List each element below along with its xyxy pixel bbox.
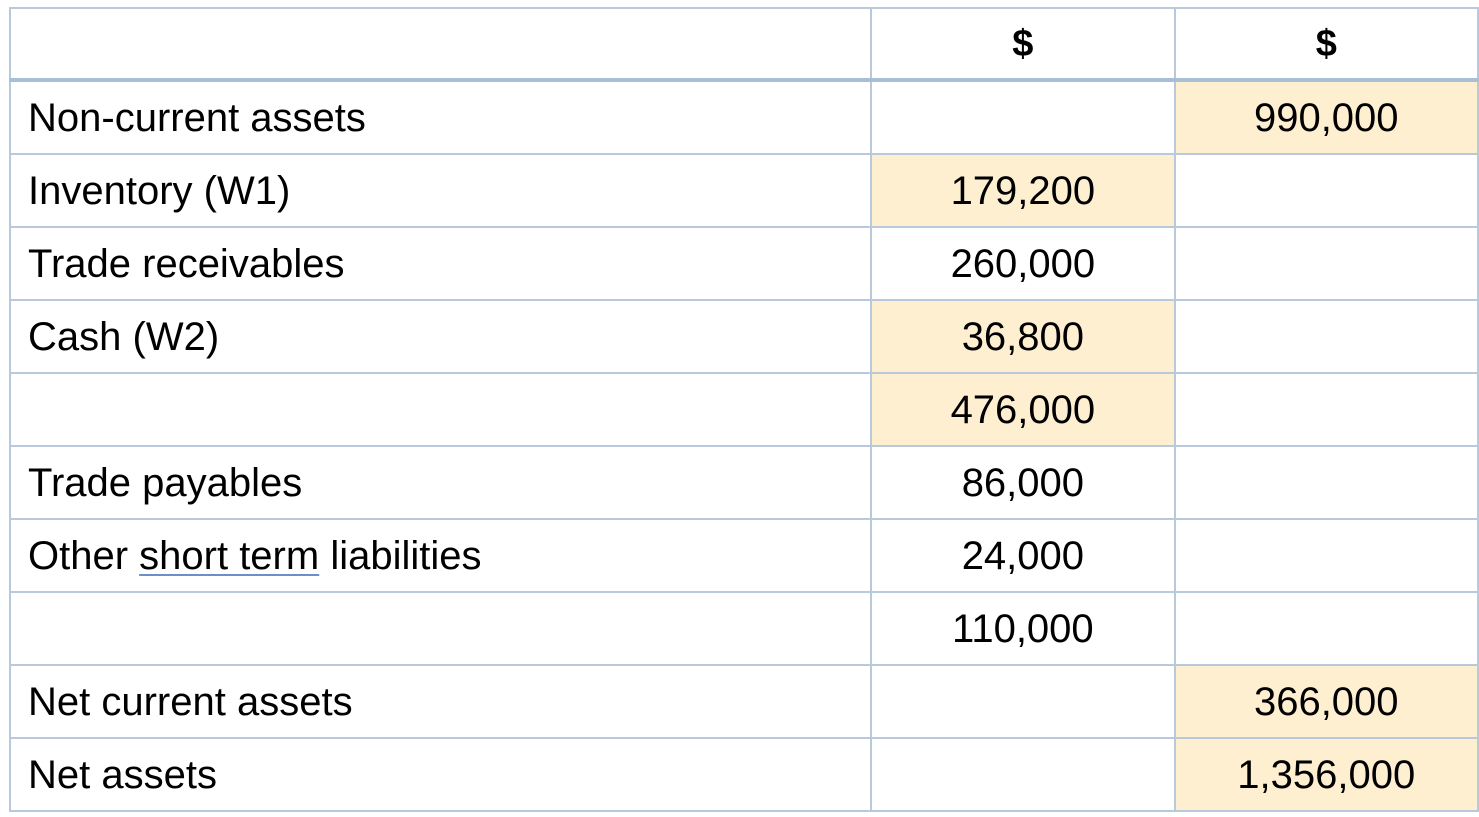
- row-label: [10, 592, 871, 665]
- header-row: [10, 8, 1478, 80]
- row-value-col1: 36,800: [871, 300, 1174, 373]
- table-row: [10, 665, 1478, 738]
- row-label: Trade receivables: [10, 227, 871, 300]
- row-value-col1: 179,200: [871, 154, 1174, 227]
- table-row: [10, 300, 1478, 373]
- row-value-col2: [1175, 592, 1478, 665]
- row-value-col1: 476,000: [871, 373, 1174, 446]
- row-value-col1: 260,000: [871, 227, 1174, 300]
- row-label: Trade payables: [10, 446, 871, 519]
- row-label: Non-current assets: [10, 80, 871, 154]
- row-value-col1: 86,000: [871, 446, 1174, 519]
- spellcheck-underlined-text: short term: [139, 533, 320, 578]
- row-label: Inventory (W1): [10, 154, 871, 227]
- total-row: [10, 738, 1478, 811]
- row-value-col2: 990,000: [1175, 80, 1478, 154]
- header-currency-col1: $: [871, 8, 1174, 80]
- row-value-col2: 1,356,000: [1175, 738, 1478, 811]
- table-row: [10, 154, 1478, 227]
- row-label: Cash (W2): [10, 300, 871, 373]
- row-value-col2: [1175, 446, 1478, 519]
- row-label: Net current assets: [10, 665, 871, 738]
- row-value-col2: [1175, 300, 1478, 373]
- row-value-col1: [871, 80, 1174, 154]
- table-row: [10, 519, 1478, 592]
- row-value-col1: 24,000: [871, 519, 1174, 592]
- table-row: [10, 80, 1478, 154]
- subtotal-row: [10, 373, 1478, 446]
- row-label-part: liabilities: [319, 533, 482, 578]
- row-label: Net assets: [10, 738, 871, 811]
- subtotal-row: [10, 592, 1478, 665]
- row-value-col2: [1175, 373, 1478, 446]
- table-row: [10, 227, 1478, 300]
- balance-sheet-table: [9, 7, 1479, 812]
- header-label-cell: [10, 8, 871, 80]
- row-value-col1: [871, 738, 1174, 811]
- row-value-col2: 366,000: [1175, 665, 1478, 738]
- row-value-col2: [1175, 154, 1478, 227]
- row-label: [10, 519, 871, 592]
- table-row: [10, 446, 1478, 519]
- row-value-col2: [1175, 519, 1478, 592]
- row-label: [10, 373, 871, 446]
- row-value-col1: 110,000: [871, 592, 1174, 665]
- row-label-part: Other: [28, 533, 140, 578]
- row-value-col2: [1175, 227, 1478, 300]
- header-currency-col2: $: [1175, 8, 1478, 80]
- row-value-col1: [871, 665, 1174, 738]
